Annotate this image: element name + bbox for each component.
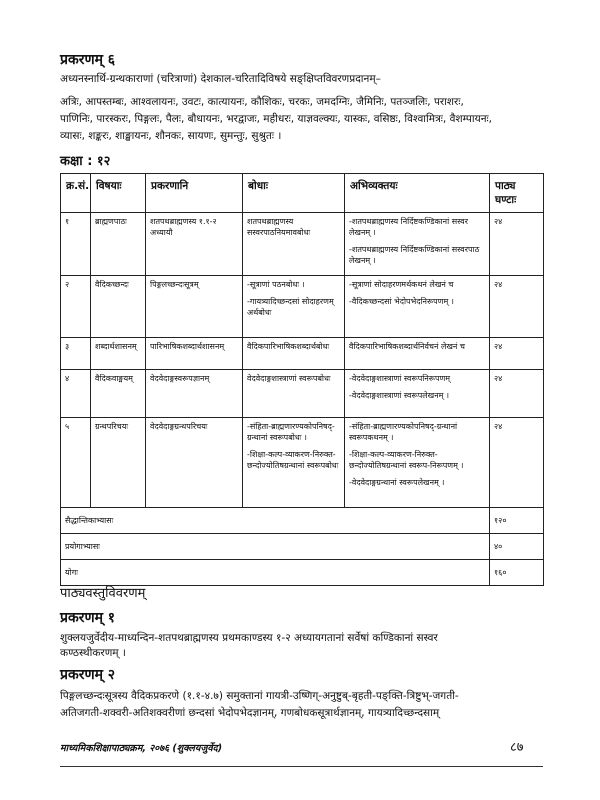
row-abhi [345,213,490,276]
abhi-line: -सूत्राणां सोदाहरणमर्थकथनं लेखनं च [349,280,454,289]
names-line-3: व्यासः, शङ्करः, शाङ्खायनः, शौनकः, सायणः, सुमन्तुः, सुश्रुतः । [60,130,282,142]
bodha-line: शतपथब्राह्मणस्य सस्वरपाठनियमावबोधः [247,217,311,237]
header-bodha: बोधाः [243,174,345,213]
row-bodha [243,338,345,370]
footer-divider [60,766,543,767]
summary-row [61,508,544,534]
header-abhivyakti: अभिव्यक्तयः [345,174,490,213]
row-sn: १ [61,213,91,276]
row-sn: ५ [61,418,91,508]
row-subject: ग्रन्थपरिचयः [91,418,146,508]
header-sn: क्र.सं. [61,174,91,213]
bodha-line: -शिक्षा-कल्प-व्याकरण-निरुक्त-छन्दोज्योतिषग्रन्थानां स्वरूपबोधः [247,450,339,470]
header-hours: पाठ्य घण्टाः [490,174,544,213]
footer-title: माध्यमिकशिक्षापाठ्यक्रम, २०७६ (शुक्लयजुर्वेद) [60,743,223,754]
row-hours: २४ [490,370,544,418]
bodha-line: वैदिकपारिभाषिकशब्दार्थबोधः [247,342,330,351]
table-row [61,276,544,338]
summary-label: योगः [61,560,490,586]
row-topic: पारिभाषिकशब्दार्थशासनम् [146,338,243,370]
row-bodha [243,276,345,338]
row-bodha [243,370,345,418]
bodha-line: -सूत्राणां पठनबोधः । [247,280,305,289]
summary-value: १६० [490,560,544,586]
row-sn: ४ [61,370,91,418]
table-row [61,213,544,276]
table-header-row [61,174,544,213]
abhi-line: -वेदवेदाङ्गशास्त्राणां स्वरूपनिरूपणम् [349,374,451,383]
abhi-line: -शतपथब्राह्मणस्य निर्दिष्टकण्डिकानां सस्वर लेखनम् । [349,217,468,237]
table-row [61,338,544,370]
summary-label: सैद्धान्तिकाभ्यासः [61,508,490,534]
summary-value: १२० [490,508,544,534]
header-topic: प्रकरणानि [146,174,243,213]
row-topic: वेदवेदाङ्गग्रन्थपरिचयः [146,418,243,508]
row-bodha [243,213,345,276]
bodha-line: -संहिता-ब्राह्मणारण्यकोपनिषद्-ग्रन्थानां स्वरूपबोधः । [247,422,335,442]
names-line-1: अत्रिः, आपस्तम्बः, आश्वलायनः, उवटः, कात्यायनः, कौशिकः, चरकः, जमदग्निः, जैमिनिः, पतञ्जलिः, पराशरः, [60,96,464,108]
abhi-line: वैदिकपारिभाषिकशब्दार्थनिर्वचनं लेखनं च [349,342,465,351]
prakaranam-1-line-1: शुक्लयजुर्वेदीय-माध्यन्दिन-शतपथब्राह्मणस्य प्रथमकाण्डस्य १-२ अध्यायगतानां सर्वेषां कण्डिकानां सस्वर [60,632,438,644]
row-hours: २४ [490,213,544,276]
syllabus-table [60,173,544,586]
section-intro: अध्यनस्नार्थि-ग्रन्थकाराणां (चरित्राणां) देशकाल-चरितादिविषये सङ्क्षिप्तविवरणप्रदानम्– [60,73,381,85]
prakaranam-1-heading: प्रकरणम् १ [60,610,116,626]
summary-row [61,560,544,586]
row-sn: ३ [61,338,91,370]
row-bodha [243,418,345,508]
row-topic: वेदवेदाङ्गस्वरूपज्ञानम् [146,370,243,418]
names-line-2: पाणिनिः, पारस्करः, पिङ्गलः, पैलः, बौधायनः, भरद्वाजः, महीधरः, याज्ञवल्क्यः, यास्कः, वसिष्ठः, विश्वामित्रः, वैशम्पायनः, [60,113,492,125]
prakaranam-1-line-2: कण्ठस्थीकरणम् । [60,647,126,659]
abhi-line: -संहिता-ब्राह्मणारण्यकोपनिषद्-ग्रन्थानां स्वरूपकथनम् । [349,422,458,442]
grade-label: कक्षा : १२ [60,154,111,169]
row-subject: वैदिकच्छन्दः [91,276,146,338]
prakaranam-2-line-1: पिङ्गलच्छन्दःसूत्रस्य वैदिकप्रकरणे (१.१-४.७) समुक्तानां गायत्री-उष्णिग्-अनुष्टुब्-बृहती-पङ्क्ति-त्रिष्टुभ्-जगती- [60,690,459,702]
table-row [61,370,544,418]
row-subject: ब्राह्मणपाठः [91,213,146,276]
page-number: ८७ [510,740,524,755]
row-topic: शतपथब्राह्मणस्य १.१-२ अध्यायौ [146,213,243,276]
bodha-line: -गायत्र्यादिच्छन्दसां सोदाहरणम् अर्थबोधः [247,297,334,317]
abhi-line: -वेदवेदाङ्गग्रन्थानां स्वरूपलेखनम् । [349,478,445,487]
header-subject: विषयाः [91,174,146,213]
row-abhi [345,370,490,418]
summary-value: ४० [490,534,544,560]
table-row [61,418,544,508]
abhi-line: -वैदिकच्छन्दसां भेदोपभेदनिरूपणम् । [349,297,454,306]
content-section-heading: पाठ्यवस्तुविवरणम् [60,586,146,601]
summary-label: प्रयोगाभ्यासः [61,534,490,560]
prakaranam-2-heading: प्रकरणम् २ [60,667,116,683]
row-subject: वैदिकवाङ्मयम् [91,370,146,418]
row-hours: २४ [490,276,544,338]
row-abhi [345,338,490,370]
row-subject: शब्दार्थशासनम् [91,338,146,370]
abhi-line: -शतपथब्राह्मणस्य निर्दिष्टकण्डिकानां सस्वरपाठ लेखनम् । [349,245,480,265]
row-topic: पिङ्गलच्छन्दःसूत्रम् [146,276,243,338]
row-hours: २४ [490,338,544,370]
row-hours: २४ [490,418,544,508]
section-heading: प्रकरणम् ६ [60,52,116,68]
abhi-line: -वेदवेदाङ्गशास्त्राणां स्वरूपलेखनम् । [349,391,450,400]
abhi-line: -शिक्षा-कल्प-व्याकरण-निरुक्त-छन्दोज्योतिषग्रन्थानां स्वरूप-निरूपणम् । [349,450,464,470]
bodha-line: वेदवेदाङ्गशास्त्राणां स्वरूपबोधः [247,374,331,383]
row-abhi [345,418,490,508]
row-abhi [345,276,490,338]
row-sn: २ [61,276,91,338]
prakaranam-2-line-2: अतिजगती-शक्वरी-अतिशक्वरीणां छन्दसां भेदोपभेदज्ञानम्, गणबोधकसूत्रार्थज्ञानम्, गायत्र्यादिच्छन्दसाम् [60,707,440,719]
summary-row [61,534,544,560]
